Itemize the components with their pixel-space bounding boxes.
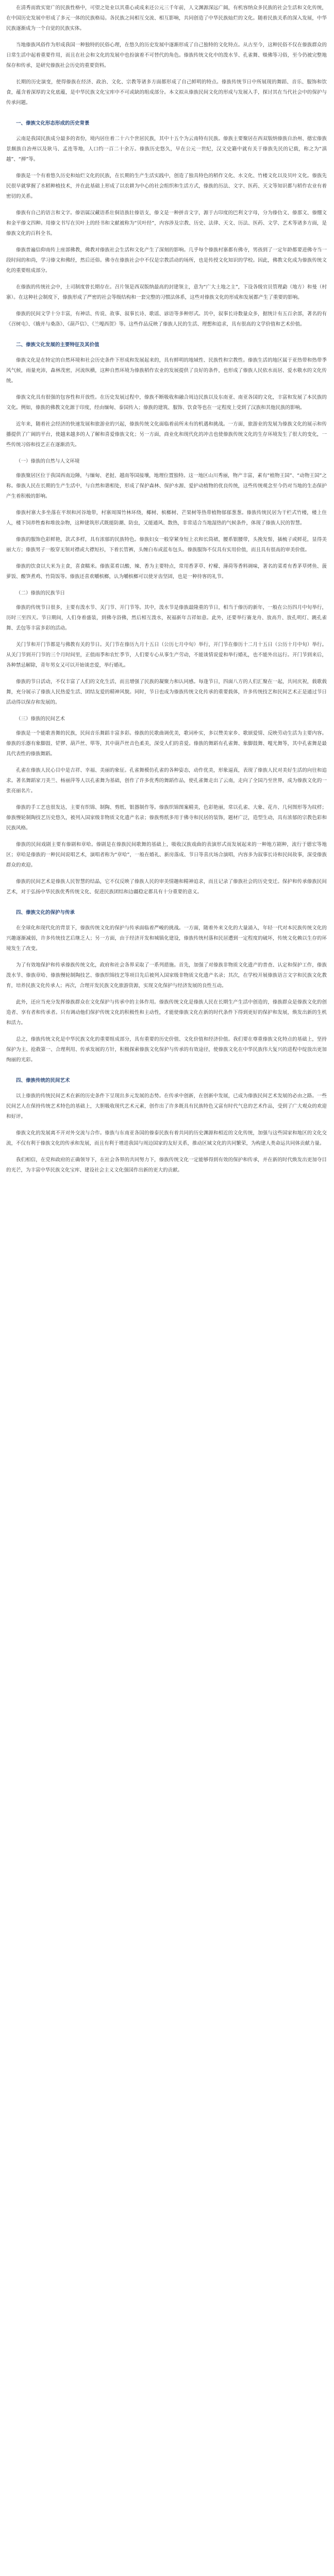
section-paragraph: 傣族普遍信仰南传上座部佛教，佛教对傣族社会生活和文化产生了深刻的影响。几乎每个傣族村寨都有佛寺，男孩到了一定年龄都要进佛寺当一段时间的和尚，学习傣文和佛经，然后还俗。佛寺在傣族社会中不仅是宗教活动的场所，也是传授文化知识的学校。因此，佛教文化成为傣族传统文化的重要组成部分。	[6, 247, 327, 274]
section-paragraph: 此外，还应当充分发挥傣族群众在文化保护与传承中的主体作用。傣族传统文化是傣族人民在长期生产生活中创造的，傣族群众是傣族文化的创造者、享有者和传承者。只有调动他们保护传统文化的积极性和主动性，才能使傣族文化在新的时代条件下得到更好的保护和发展，焕发出新的生机和活力。	[6, 999, 327, 1026]
intro-paragraph: 长期的历史演变，使得傣族在经济、政治、文化、宗教等诸多方面都形成了自己鲜明的特点。傣族传统节日中所展现的舞蹈、音乐、服饰和饮食，蕴含着深厚的文化底蕴，是中华民族文化宝库中不可或缺的组成部分。本文拟从傣族民间文化的形成与发展入手，探讨其在当代社会中的保护与传承问题。	[6, 79, 327, 106]
section-paragraph: 傣族的民间文学十分丰富，有神话、传说、故事、叙事长诗、歌谣、谚语等多种形式。其中，叙事长诗数量众多，据统计有五百余部，著名的有《召树屯》、《娥并与桑洛》、《葫芦信》、《兰嘎西贺》等。这些作品反映了傣族人民的生活、理想和追求，具有很高的文学价值和艺术价值。	[6, 311, 327, 327]
subsection-heading: （二）傣族的民族节日	[16, 590, 65, 596]
section-paragraph: 总之，傣族传统文化是中华民族文化的重要组成部分，具有重要的历史价值、文化价值和经济价值。我们要在尊重傣族文化特点的基础上，坚持保护为主、抢救第一、合理利用、传承发展的方针，积极探索傣族文化保护与传承的有效途径，使傣族文化在中华民族伟大复兴的进程中绽放出更加绚丽的光彩。	[6, 1037, 327, 1063]
section-paragraph: 傣族有自己的语言和文字。傣语属汉藏语系壮侗语族壮傣语支，傣文是一种拼音文字，源于古印度的巴利文字母，分为傣仂文、傣那文、傣绷文和金平傣文四种。用傣文书写在贝叶上的经书和文献被称为“贝叶经”，内容涉及宗教、历史、法律、天文、历法、医药、文学、艺术等诸多方面，是傣族文化的百科全书。	[6, 210, 327, 236]
intro-paragraph: 在清秀而敦实宽广的民族性格中，可望之处业以其重心或成来还公元三千年前，人文渊源深远广阔，有机容纳众多民族的社会生活和文化传统，在中国历史发展中形成了多元一体的民族格局。各民族之间相互交流、相互影响，共同创造了中华民族灿烂的文化。随着民族关系的深入发展，中华民族逐渐成为一个自觉的民族实体。	[6, 5, 327, 31]
section-paragraph: 傣族聚居区位于我国西南边陲，与缅甸、老挝、越南等国接壤，地理位置独特。这一地区山川秀丽，物产丰富，素有“植物王国”、“动物王国”之称。傣族人民在长期的生产生活中，与自然和谐相处，形成了保护森林、保护水源、爱护动植物的优良传统，这些传统观念至今仍对当地的生态保护产生着积极的影响。	[6, 473, 327, 499]
section-paragraph: 傣族的民间戏剧主要有傣剧和章哈。傣剧是在傣族民间歌舞的基础上，吸收汉族戏曲的表演形式而发展起来的一种地方剧种，流行于德宏等地区；章哈是傣族的一种民间说唱艺术，演唱者称为“章哈”，一般在婚礼、新房落成、节日等喜庆场合演唱，内容多为叙事长诗和民间故事，深受傣族群众的欢迎。	[6, 842, 327, 868]
section-paragraph: 近年来，随着社会经济的快速发展和旅游业的兴起，傣族传统文化面临着前所未有的机遇和挑战。一方面，旅游业的发展为傣族文化的展示和传播提供了广阔的平台，使越来越多的人了解和喜爱傣族文化；另一方面，商业化和现代化的冲击也使傣族传统文化的生存环境发生了很大的变化，一些传统习俗和技艺正在逐渐消失。	[6, 421, 327, 448]
section-paragraph: 傣族的传统节日很多，主要有泼水节、关门节、开门节等。其中，泼水节是傣族最隆重的节日，相当于傣历的新年，一般在公历四月中旬举行，历时三至四天。节日期间，人们身着盛装，到佛寺浴佛，然后相互泼水，祝福新年吉祥如意。此外，还要举行赛龙舟、放高升、放孔明灯、跳孔雀舞、丢包等丰富多彩的活动。	[6, 605, 327, 631]
section-paragraph: 我们相信，在党和政府的正确领导下，在社会各界的共同努力下，傣族传统文化一定能够得到有效的保护和传承，并在新的时代焕发出更加夺目的光芒，为丰富中华民族文化宝库、建设社会主义文化强国作出新的更大的贡献。	[6, 1157, 327, 1173]
section-paragraph: 傣族的饮食以大米为主食，喜食糯米。傣族菜肴以酸、辣、香为主要特点，常用香茅草、柠檬、薄荷等香料调味，著名的菜肴有香茅草烤鱼、菠萝饭、酸笋煮鸡、竹筒饭等。傣族还喜欢嚼槟榔，认为嚼槟榔可以使牙齿坚固，也是一种待客的礼节。	[6, 564, 327, 580]
section-paragraph: 傣族文化的发展离不开对外交流与合作。傣族与东南亚各国的傣泰民族有着共同的历史渊源和相近的文化传统，加强与这些国家和地区的文化交流，不仅有利于傣族文化的传承和发展，而且有利于增进我国与周边国家的友好关系，推动区域文化的共同繁荣，为构建人类命运共同体贡献力量。	[6, 1130, 327, 1146]
section-paragraph: 傣族村寨大多坐落在平坝和河谷地带，村寨周围竹林环绕，椰树、槟榔树、芒果树等热带植物郁郁葱葱。傣族传统民居为干栏式竹楼，楼上住人，楼下饲养牲畜和堆放杂物，这种建筑形式既能防潮、防虫，又能通风、散热，非常适合当地湿热的气候条件，体现了傣族人民的智慧。	[6, 510, 327, 526]
section-paragraph: 云南是我国民族成分最多的省份，境内居住着二十六个世居民族，其中十五个为云南特有民族。傣族主要聚居在西双版纳傣族自治州、德宏傣族景颇族自治州以及耿马、孟连等地，人口约一百二十余万。傣族历史悠久，早在公元一世纪，汉文史籍中就有关于傣族先民的记载，称之为“滇越”、“掸”等。	[6, 136, 327, 162]
intro-paragraph: 当地傣族风俗作为形成我国一种独特的民俗心理，在悠久的历史发展中逐渐形成了自己独特的文化特点。从古至今，这种民俗不仅在傣族群众的日常生活中起着重要作用，而且在社会和文化的发展中也扮演着不可替代的角色。傣族传统文化中的泼水节、孔雀舞、赕佛等习俗，至今仍被完整地保存和传承，是研究傣族社会历史的重要资料。	[6, 42, 327, 69]
section-paragraph: 傣族的民间艺术是傣族人民智慧的结晶，它不仅反映了傣族人民的审美情趣和精神追求，而且记录了傣族社会的历史变迁。保护和传承傣族民间艺术，对于弘扬中华民族优秀传统文化、促进民族团结和边疆稳定都具有十分重要的意义。	[6, 879, 327, 895]
section-heading: 四、傣族文化的保护与传承	[16, 910, 75, 916]
section-paragraph: 傣族是一个有着悠久历史和灿烂文化的民族，在长期的生产生活实践中，创造了独具特色的稻作文化、水文化、竹楼文化以及贝叶文化。傣族先民很早就掌握了水稻种植技术，并在此基础上形成了以农耕为中心的社会组织和生活方式，傣族的历法、文字、医药、天文等知识都与稻作农业有着密切的关系。	[6, 173, 327, 199]
subsection-heading: （三）傣族的民间艺术	[16, 716, 65, 722]
section-paragraph: 孔雀在傣族人民心目中是吉祥、幸福、美丽的象征。孔雀舞模仿孔雀的各种姿态，动作优美，形象逼真，表现了傣族人民对美好生活的向往和追求。著名舞蹈家刀美兰、杨丽萍等人以孔雀舞为基础，创作了许多优秀的舞蹈作品，使孔雀舞走出了云南，走向了全国乃至世界，成为傣族文化的一张亮丽名片。	[6, 768, 327, 794]
article-body	[0, 0, 334, 1176]
section-paragraph: 关门节和开门节都是与佛教有关的节日。关门节在傣历九月十五日（公历七月中旬）举行，开门节在傣历十二月十五日（公历十月中旬）举行。从关门节到开门节的三个月时间里，正值雨季和农忙季节，人们要专心从事生产劳动，不能谈情说爱和举行婚礼，也不能外出远行。开门节到来后，各种禁忌解除，青年男女又可以开始谈恋爱，举行婚礼。	[6, 642, 327, 668]
section-paragraph: 傣族是一个能歌善舞的民族，民间音乐舞蹈丰富多彩。傣族的民歌曲调优美，歌词朴实，多以赞美家乡、歌颂爱情、反映劳动生活为主要内容。傣族的乐器有象脚鼓、铓锣、葫芦丝、筚等，其中葫芦丝音色柔美，深受人们的喜爱。傣族的舞蹈有孔雀舞、象脚鼓舞、嘎光舞等，其中孔雀舞是最具代表性的傣族舞蹈。	[6, 731, 327, 757]
section-paragraph: 为了有效地保护和传承傣族传统文化，政府和社会各界采取了一系列措施。首先，加强了对傣族非物质文化遗产的普查、认定和保护工作，傣族泼水节、傣族章哈、傣族慢轮制陶技艺、傣族织锦技艺等项目先后被列入国家级非物质文化遗产名录；其次，在学校开展傣族语言文字和民族文化教育，培养民族文化传承人；再次，合理开发民族文化旅游资源，实现文化保护与经济发展的良性互动。	[6, 962, 327, 989]
section-heading: 四、傣族传统的民间艺术	[16, 1078, 70, 1083]
section-paragraph: 以上傣族的传统民间艺术在新的历史条件下呈现出多元发展的态势。在传承中创新，在创新中发展，已成为傣族民间艺术发展的必由之路。一些民间艺人在保持传统艺术特色的基础上，大胆吸收现代艺术元素，创作出了许多既具有民族特色又富有时代气息的艺术作品，受到了广大观众的欢迎和好评。	[6, 1093, 327, 1120]
section-paragraph: 傣族的服饰色彩鲜艳，款式多样，具有浓郁的民族特色。傣族妇女一般穿紧身短上衣和长筒裙，腰系银腰带，头挽发髻，插梳子或鲜花，显得美丽大方；傣族男子一般穿无领对襟或大襟短衫，下着长管裤，头缠白布或蓝布包头。傣族服饰不仅具有实用价值，而且具有很高的审美价值。	[6, 537, 327, 553]
section-paragraph: 傣族的节日活动，不仅丰富了人们的文化生活，而且增强了民族的凝聚力和认同感。每逢节日，四面八方的人们汇聚在一起，共同庆祝，载歌载舞，充分展示了傣族人民热爱生活、团结友爱的精神风貌。同时，节日也成为傣族传统文化传承的重要载体，许多传统技艺和民间艺术正是通过节日活动得以保存和发展的。	[6, 679, 327, 705]
section-paragraph: 傣族的手工艺也很发达，主要有织锦、制陶、剪纸、银器制作等。傣族织锦图案精美，色彩艳丽，常以孔雀、大象、花卉、几何图形等为纹样；傣族慢轮制陶技艺历史悠久，被列入国家级非物质文化遗产名录；傣族剪纸多用于佛寺和民居的装饰，题材广泛，造型生动，具有浓郁的宗教色彩和民族风格。	[6, 805, 327, 831]
section-paragraph: 傣族文化具有很强的包容性和开放性。在历史发展过程中，傣族不断吸收和融合周边民族以及东南亚、南亚各国的文化，丰富和发展了本民族的文化。例如，傣族的佛教文化源于印度，经由缅甸、泰国传入；傣族的建筑、服饰、饮食等也在一定程度上受到了汉族和其他民族的影响。	[6, 395, 327, 411]
section-paragraph: 傣族文化是在特定的自然环境和社会历史条件下形成和发展起来的，具有鲜明的地域性、民族性和宗教性。傣族生活的地区属于亚热带和热带季风气候，雨量充沛，森林茂密，河流纵横，这种自然环境为傣族稻作农业的发展提供了良好的条件，也形成了傣族人民依水而居、爱水敬水的文化传统。	[6, 358, 327, 384]
section-heading: 一、傣族文化形态形成的历史背景	[16, 121, 90, 126]
section-paragraph: 在全球化和现代化的背景下，傣族传统文化的保护与传承面临着严峻的挑战。一方面，随着外来文化的大量涌入，年轻一代对本民族传统文化的兴趣逐渐减弱，许多传统技艺后继乏人；另一方面，由于经济开发和城镇化建设，傣族传统村落和民居遭到一定程度的破坏，传统文化赖以生存的环境发生了改变。	[6, 925, 327, 952]
subsection-heading: （一）傣族的自然与人文环境	[16, 459, 80, 464]
section-heading: 二、傣族文化发展的主要特征及其价值	[16, 342, 99, 348]
section-paragraph: 在傣族的传统社会中，土司制度曾长期存在。召片领是西双版纳最高的封建领主，意为“广大土地之主”，下设各级官员管理勐（地方）和曼（村寨）。在这种社会制度下，傣族形成了严密的社会等级结构和一套完整的习惯法体系，这些对傣族文化的形成和发展都产生了重要的影响。	[6, 284, 327, 300]
